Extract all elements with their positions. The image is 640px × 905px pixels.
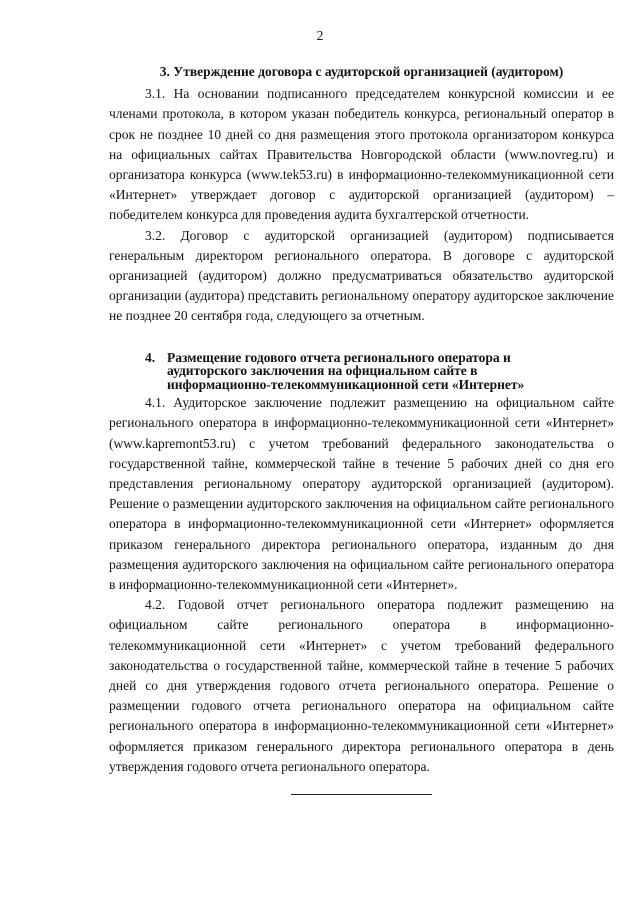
section-4-number: 4. <box>145 349 156 365</box>
page-number: 2 <box>316 28 324 43</box>
document-body <box>109 62 614 777</box>
paragraph-3-1: 3.1. На основании подписанного председателем конкурсной комиссии и ее членами протокола, в котором указан победитель конкурса, региональный оператор в срок не позднее 10 дней со дня размещения этого протокола организатором конкурса на официальных сайтах Правительства Новгородской области (www.novreg.ru) и организатора конкурса (www.tek53.ru) в информационно-телекоммуникационной сети «Интернет» утверждает договор с аудиторской организацией (аудитором) – победителем конкурса для проведения аудита бухгалтерской отчетности. <box>109 86 614 223</box>
closing-divider <box>291 794 432 795</box>
section-4-title-line: аудиторского заключения на официальном сайте в <box>167 363 478 379</box>
section-4-title <box>167 351 614 392</box>
section-3-heading: 3. Утверждение договора с аудиторской организацией (аудитором) <box>159 64 564 79</box>
paragraph-4-1: 4.1. Аудиторское заключение подлежит размещению на официальном сайте регионального оператора в информационно-телекоммуникационной сети «Интернет» (www.kapremont53.ru) с учетом требований федерального законодательства о государственной тайне, коммерческой тайне в течение 5 рабочих дней со дня его представления региональному оператору аудиторской организацией (аудитором). Решение о размещении аудиторского заключения на официальном сайте регионального оператора в информационно-телекоммуникационной сети «Интернет» оформляется приказом генерального директора регионального оператора, изданным до дня размещения аудиторского заключения на официальном сайте регионального оператора в информационно-телекоммуникационной сети «Интернет». <box>109 395 614 592</box>
paragraph-3-2: 3.2. Договор с аудиторской организацией (аудитором) подписывается генеральным директором регионального оператора. В договоре с аудиторской организацией (аудитором) должно предусматриваться обязательство аудиторской организации (аудитора) представить региональному оператору аудиторское заключение не позднее 20 сентября года, следующего за отчетным. <box>109 227 614 324</box>
section-4 <box>109 351 614 777</box>
section-4-heading <box>109 351 614 392</box>
section-4-title-line: информационно-телекоммуникационной сети «Интернет» <box>167 376 525 392</box>
paragraph-4-2: 4.2. Годовой отчет регионального оператора подлежит размещению на официальном сайте регионального оператора в информационно-телекоммуникационной сети «Интернет» с учетом требований федерального законодательства о государственной тайне, коммерческой тайне в течение 5 рабочих дней со дня утверждения годового отчета регионального оператора. Решение о размещении годового отчета регионального оператора на официальном сайте регионального оператора в информационно-телекоммуникационной сети «Интернет» оформляется приказом генерального директора регионального оператора в день утверждения годового отчета регионального оператора. <box>109 597 614 774</box>
section-4-title-line: Размещение годового отчета регионального оператора и <box>167 349 511 365</box>
section-3 <box>109 62 614 327</box>
